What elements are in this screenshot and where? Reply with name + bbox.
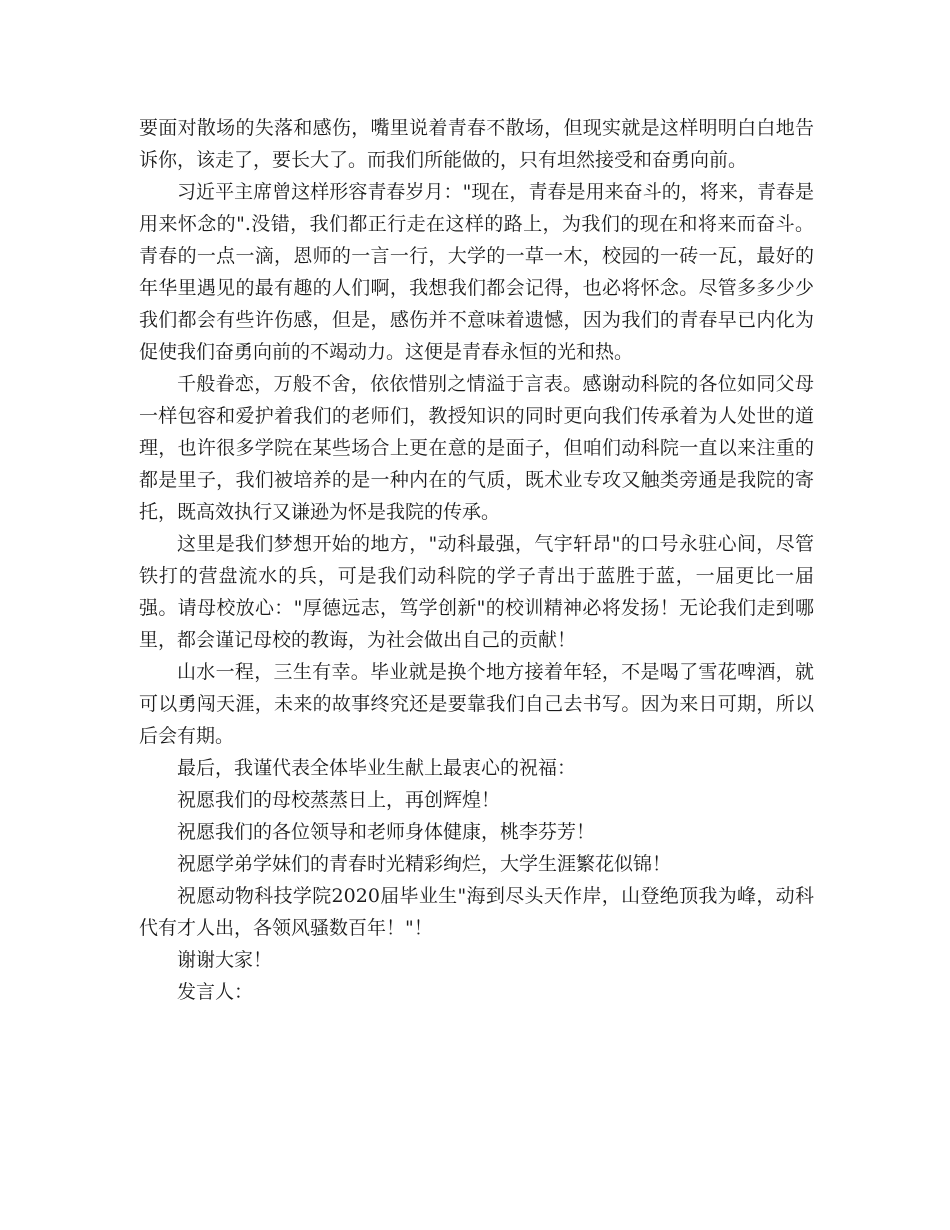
paragraph-wishes-intro: 最后，我谨代表全体毕业生献上最衷心的祝福： (177, 757, 577, 779)
wish-line-graduates: 祝愿动物科技学院2020届毕业生"海到尽头天作岸，山登绝顶我为峰，动科代有才人出，各领风骚数百年！"！ (139, 885, 814, 939)
paragraph-motto: 这里是我们梦想开始的地方，"动科最强，气宇轩昂"的口号永驻心间，尽管铁打的营盘流水的兵，可是我们动科院的学子青出于蓝胜于蓝，一届更比一届强。请母校放心："厚德远志，笃学创新"的校训精神必将发扬！无论我们走到哪里，都会谨记母校的教诲，为社会做出自己的贡献！ (139, 533, 814, 651)
closing-thanks: 谢谢大家！ (177, 949, 273, 971)
wish-line-teachers: 祝愿我们的各位领导和老师身体健康，桃李芬芳！ (177, 821, 596, 843)
document-body (139, 112, 814, 1008)
paragraph-opening: 要面对散场的失落和感伤，嘴里说着青春不散场，但现实就是这样明明白白地告诉你，该走了，要长大了。而我们所能做的，只有坦然接受和奋勇向前。 (139, 117, 814, 171)
paragraph-gratitude: 千般眷恋，万般不舍，依依惜别之情溢于言表。感谢动科院的各位如同父母一样包容和爱护着我们的老师们，教授知识的同时更向我们传承着为人处世的道理，也许很多学院在某些场合上更在意的是面子，但咱们动科院一直以来注重的都是里子，我们被培养的是一种内在的气质，既术业专攻又触类旁通是我院的寄托，既高效执行又谦逊为怀是我院的传承。 (139, 373, 814, 523)
paragraph-farewell: 山水一程，三生有幸。毕业就是换个地方接着年轻，不是喝了雪花啤酒，就可以勇闯天涯，未来的故事终究还是要靠我们自己去书写。因为来日可期，所以后会有期。 (139, 661, 814, 747)
paragraph-quote: 习近平主席曾这样形容青春岁月："现在，青春是用来奋斗的，将来，青春是用来怀念的".没错，我们都正行走在这样的路上，为我们的现在和将来而奋斗。青春的一点一滴，恩师的一言一行，大学的一草一木，校园的一砖一瓦，最好的年华里遇见的最有趣的人们啊，我想我们都会记得，也必将怀念。尽管多多少少我们都会有些许伤感，但是，感伤并不意味着遗憾，因为我们的青春早已内化为促使我们奋勇向前的不竭动力。这便是青春永恒的光和热。 (139, 181, 814, 363)
wish-line-school: 祝愿我们的母校蒸蒸日上，再创辉煌！ (177, 789, 501, 811)
speaker-label: 发言人： (177, 981, 254, 1003)
wish-line-juniors: 祝愿学弟学妹们的青春时光精彩绚烂，大学生涯繁花似锦！ (177, 853, 672, 875)
